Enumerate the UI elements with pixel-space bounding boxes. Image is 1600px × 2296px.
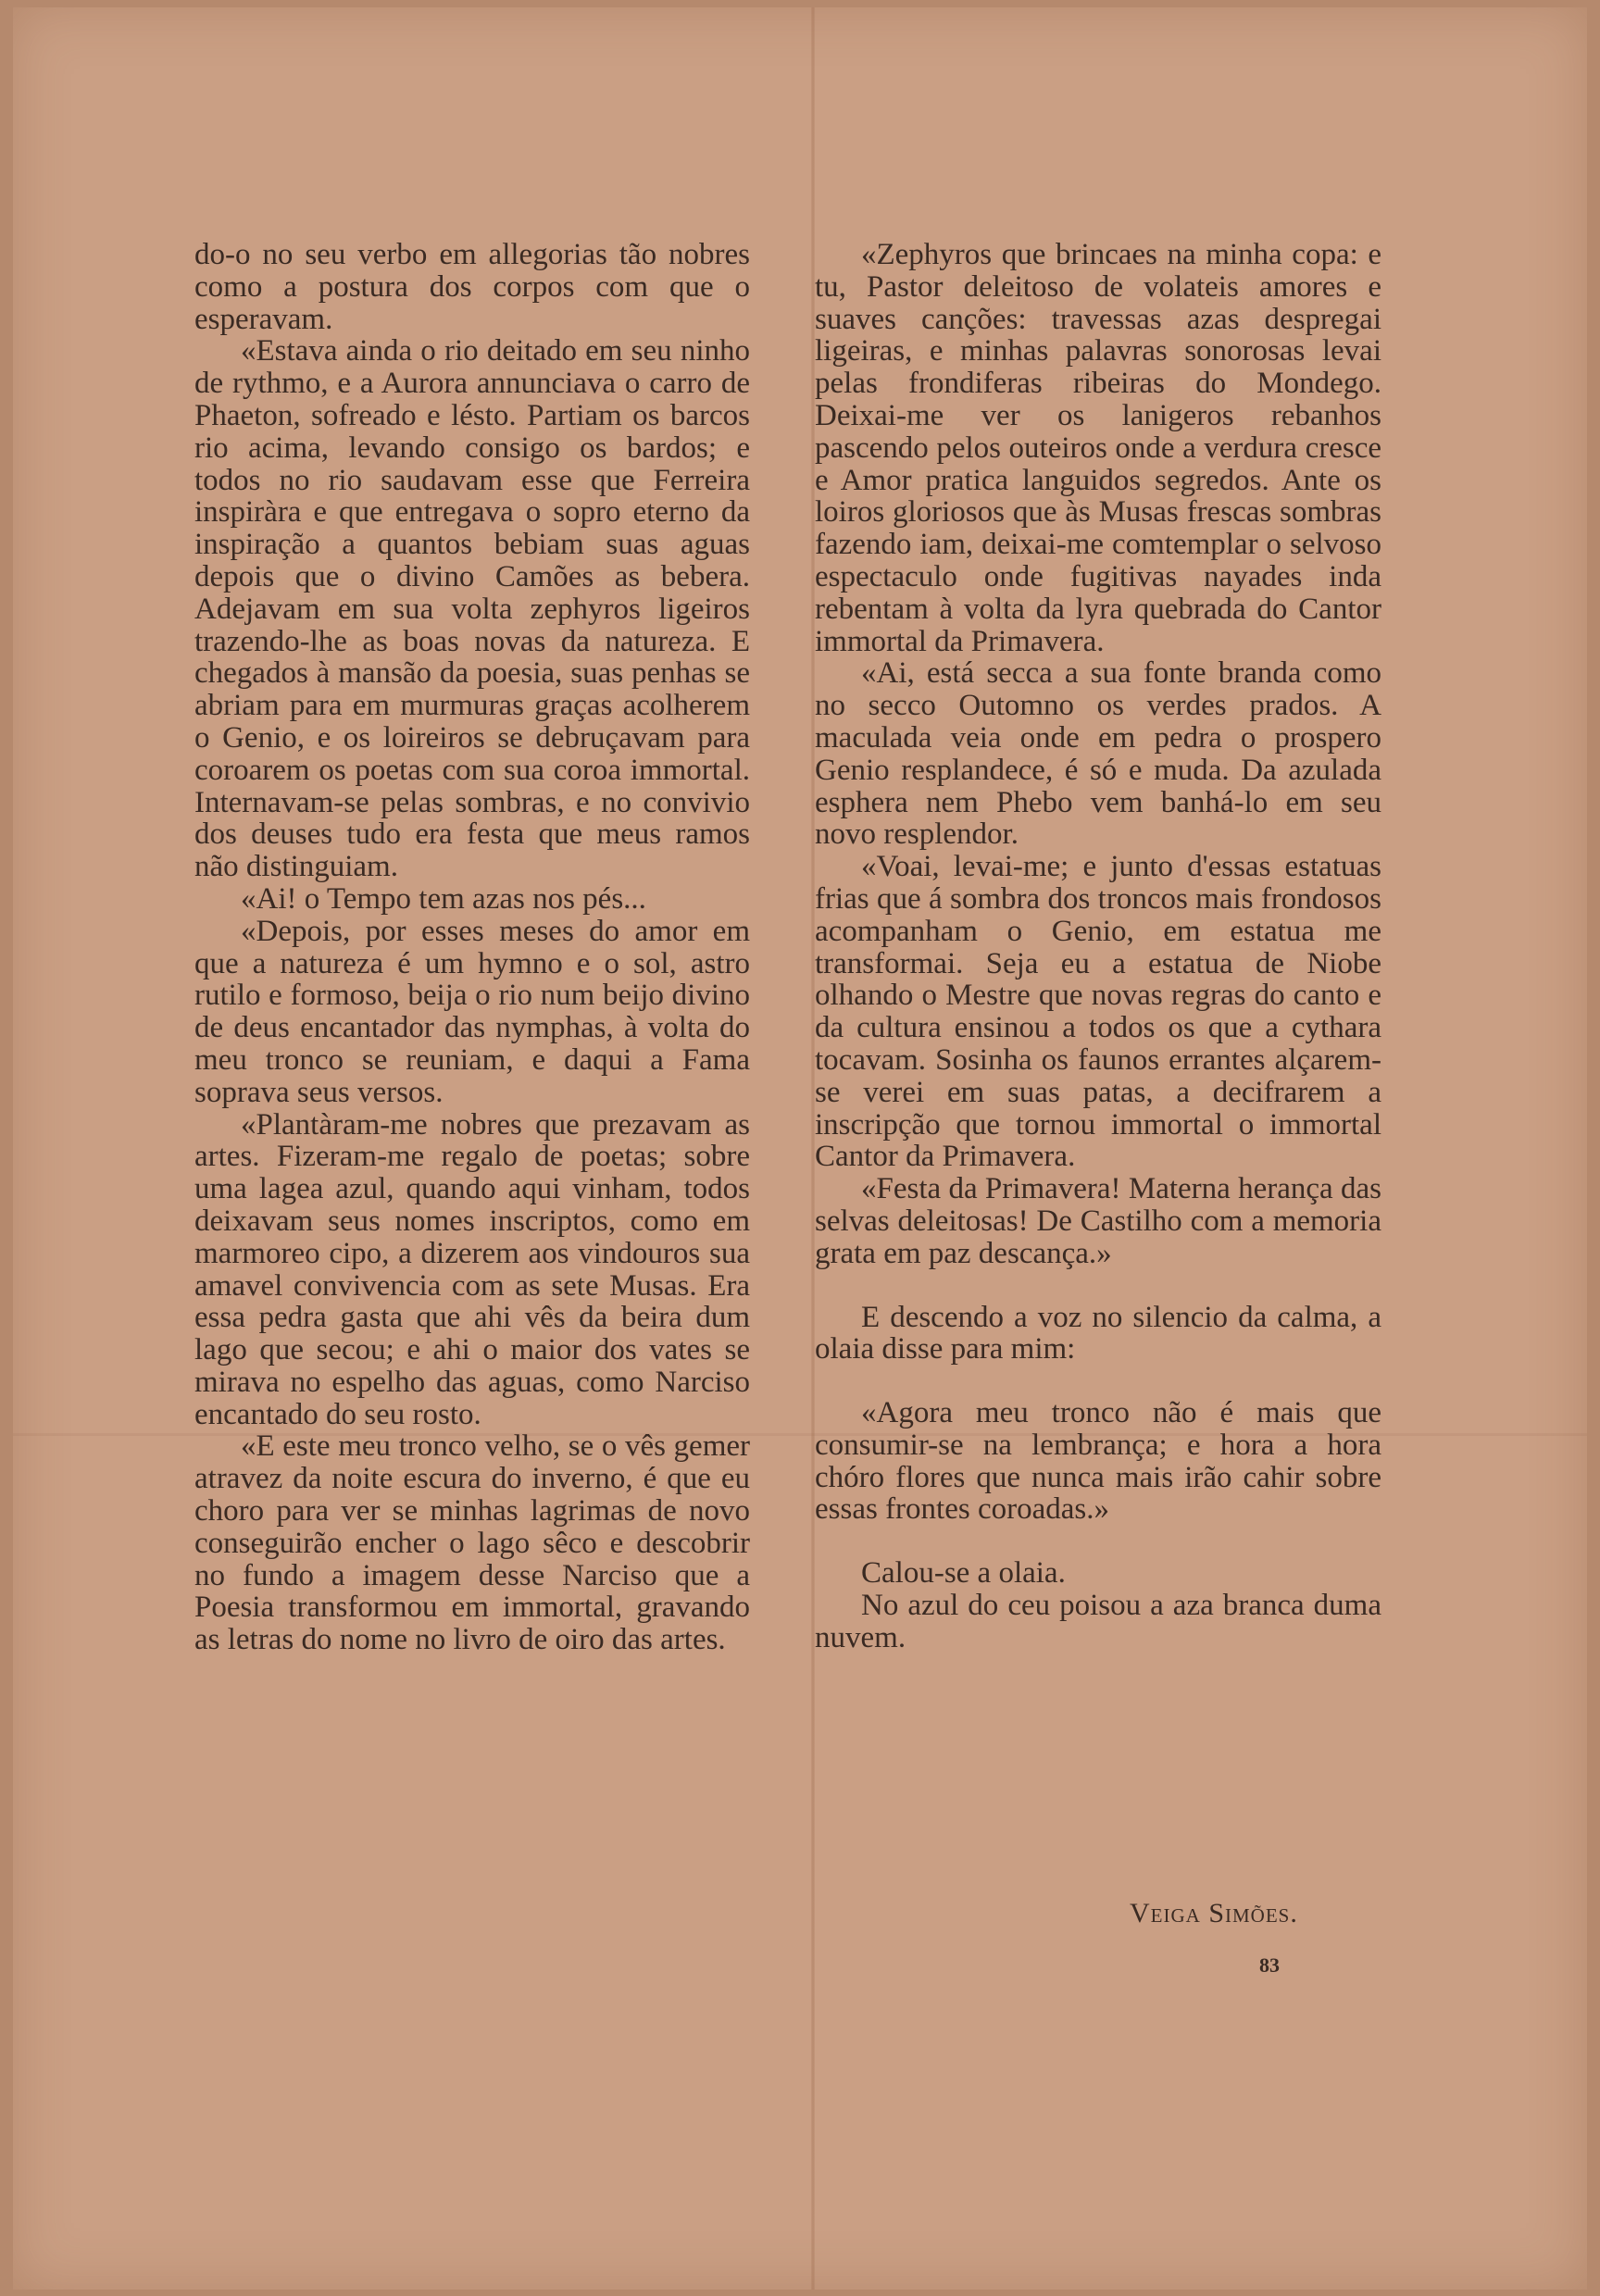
left-paragraph: «E este meu tronco velho, se o vês gemer atravez da noite escura do inverno, é que eu choro para ver se minhas lagrimas de novo conseguirão encher o lago sêco e descobrir no fundo a imagem desse Narciso que a Poesia transformou em immortal, gravando as letras do nome no livro de oiro das artes. — [194, 1429, 750, 1657]
left-paragraph: «Estava ainda o rio deitado em seu ninho de rythmo, e a Aurora annunciava o carro de Phaeton, sofreado e lésto. Partiam os barcos rio acima, levando consigo os bardos; e todos no rio saudavam esse que Ferreira inspiràra e que entregava o sopro eterno da inspiração a quantos bebiam suas aguas depois que o divino Camões as bebera. Adejavam em sua volta zephyros ligeiros trazendo-lhe as boas novas da natureza. E chegados à mansão da poesia, suas penhas se abriam para em murmuras graças acolherem o Genio, e os loireiros se debruçavam para coroarem os poetas com sua coroa immortal. Internavam-se pelas sombras, e no convivio dos deuses tudo era festa que meus ramos não distinguiam. — [194, 334, 750, 884]
right-paragraph: E descendo a voz no silencio da calma, a olaia disse para mim: — [815, 1300, 1381, 1366]
right-paragraph: «Agora meu tronco não é mais que consumir-se na lembrança; e hora a hora chóro flores que nunca mais irão cahir sobre essas frontes coroadas.» — [815, 1396, 1381, 1527]
right-paragraph: «Ai, está secca a sua fonte branda como no secco Outomno os verdes prados. A maculada veia onde em pedra o prospero Genio resplandece, é só e muda. Da azulada esphera nem Phebo vem banhá-lo em seu novo resplendor. — [815, 656, 1381, 852]
right-text-column — [815, 239, 1381, 1654]
page-number: 83 — [1259, 1953, 1280, 1977]
right-paragraph: No azul do ceu poisou a aza branca duma nuvem. — [815, 1589, 1381, 1654]
right-paragraph: Calou-se a olaia. — [861, 1556, 1066, 1591]
left-paragraph: «Ai! o Tempo tem azas nos pés... — [241, 881, 646, 916]
right-paragraph: «Zephyros que brincaes na minha copa: e tu, Pastor deleitoso de volateis amores e suaves canções: travessas azas despregai ligeiras, e minhas palavras sonorosas levai pelas frondiferas ribeiras do Mondego. Deixai-me ver os lanigeros rebanhos pascendo pelos outeiros onde a verdura cresce e Amor pratica languidos segredos. Ante os loiros gloriosos que às Musas frescas sombras fazendo iam, deixai-me comtemplar o selvoso espectaculo onde fugitivas nayades inda rebentam à volta da lyra quebrada do Cantor immortal da Primavera. — [815, 238, 1381, 658]
left-paragraph: «Depois, por esses meses do amor em que a natureza é um hymno e o sol, astro rutilo e formoso, beija o rio num beijo divino de deus encantador das nymphas, à volta do meu tronco se reuniam, e daqui a Fama soprava seus versos. — [194, 914, 750, 1109]
paragraph-gap — [815, 1526, 1381, 1557]
paragraph-gap — [815, 1366, 1381, 1397]
left-paragraph: «Plantàram-me nobres que prezavam as artes. Fizeram-me regalo de poetas; sobre uma lagea azul, quando aqui vinham, todos deixavam seus nomes inscriptos, como em marmoreo cipo, a dizerem aos vindouros sua amavel convivencia com as sete Musas. Era essa pedra gasta que ahi vês da beira dum lago que secou; e ahi o maior dos vates se mirava no espelho das aguas, como Narciso encantado do seu rosto. — [194, 1107, 750, 1431]
author-signature: Veiga Simões. — [1130, 1898, 1298, 1928]
paragraph-gap — [815, 1270, 1381, 1302]
right-paragraph: «Festa da Primavera! Materna herança das selvas deleitosas! De Castilho com a memoria grata em paz descança.» — [815, 1172, 1381, 1270]
left-text-column — [194, 239, 750, 1656]
left-paragraph: do-o no seu verbo em allegorias tão nobres como a postura dos corpos com que o esperavam. — [194, 238, 750, 336]
right-paragraph: «Voai, levai-me; e junto d'essas estatuas frias que á sombra dos troncos mais frondosos acompanham o Genio, em estatua me transformai. Seja eu a estatua de Niobe olhando o Mestre que novas regras do canto e da cultura ensinou a todos os que a cythara tocavam. Sosinha os faunos errantes alçarem-se verei em suas patas, a decifrarem a inscripção que tornou immortal o immortal Cantor da Primavera. — [815, 850, 1381, 1174]
